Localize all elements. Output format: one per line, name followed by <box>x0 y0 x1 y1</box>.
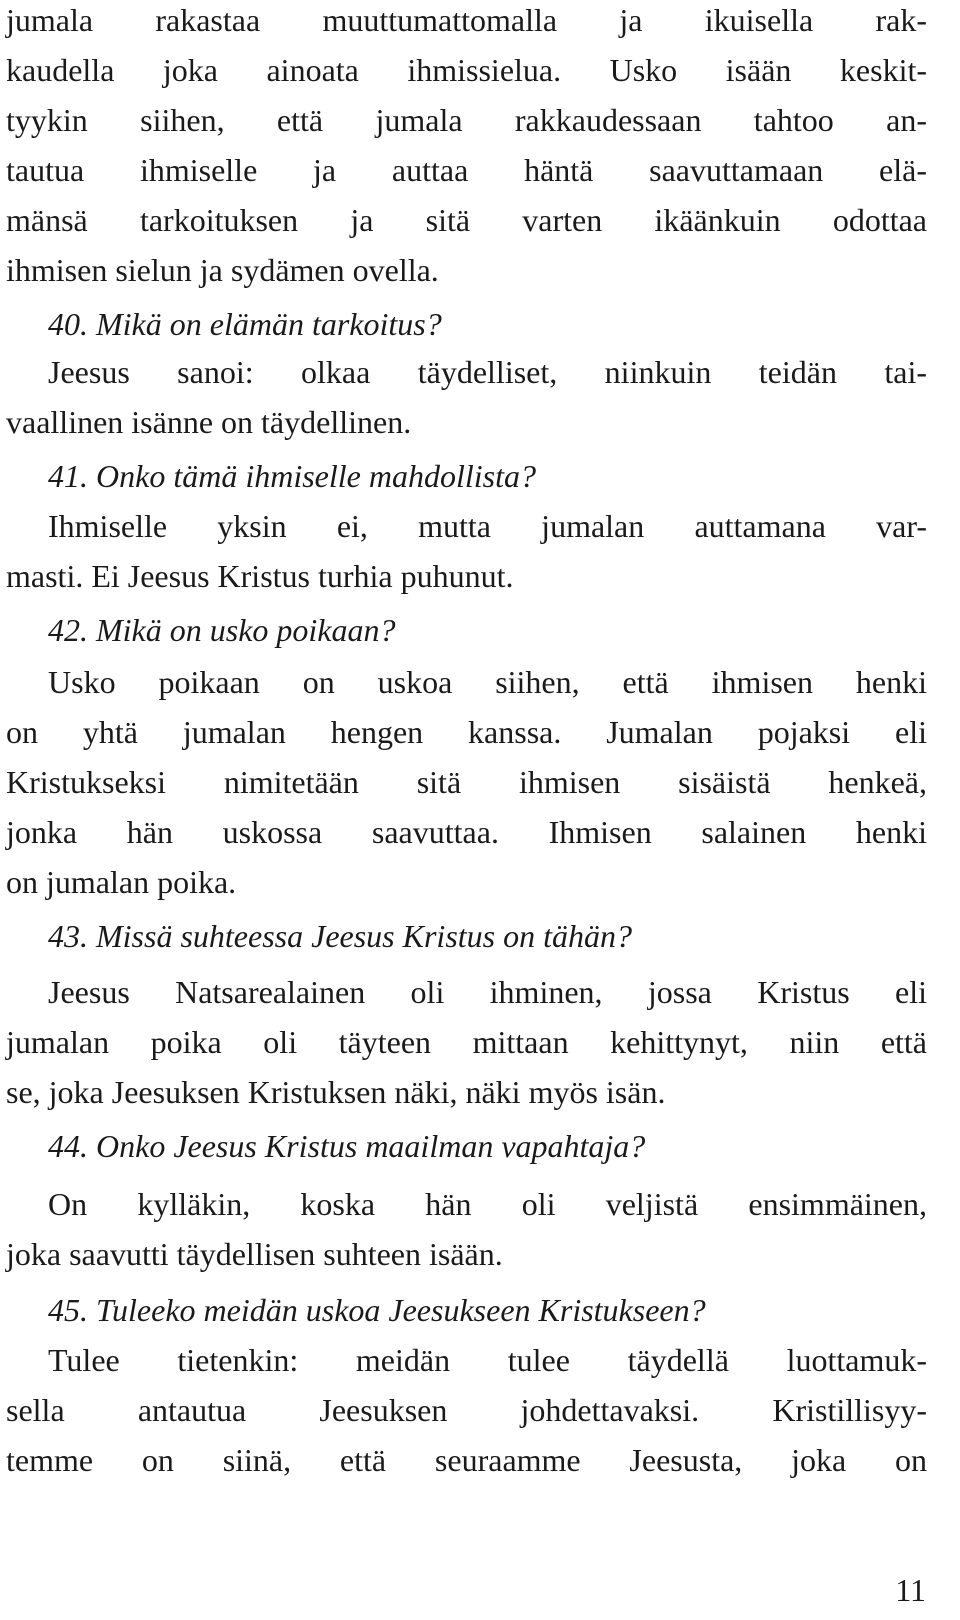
answer-line: jonka hän uskossa saavuttaa. Ihmisen salainen henki <box>6 814 927 850</box>
answer-line: Jeesus Natsarealainen oli ihminen, jossa Kristus eli <box>48 974 927 1010</box>
answer-line: masti. Ei Jeesus Kristus turhia puhunut. <box>6 558 514 594</box>
body-line: tyykin siihen, että jumala rakkaudessaan tahtoo an- <box>6 102 927 138</box>
body-line: tautua ihmiselle ja auttaa häntä saavuttamaan elä- <box>6 152 927 188</box>
body-line: ihmisen sielun ja sydämen ovella. <box>6 252 439 288</box>
answer-line: Ihmiselle yksin ei, mutta jumalan auttamana var- <box>48 508 927 544</box>
answer-line: Kristukseksi nimitetään sitä ihmisen sisäistä henkeä, <box>6 764 927 800</box>
answer-line: jumalan poika oli täyteen mittaan kehittynyt, niin että <box>6 1024 927 1060</box>
question-heading-40: 40. Mikä on elämän tarkoitus? <box>48 306 442 342</box>
body-line: jumala rakastaa muuttumattomalla ja ikuisella rak- <box>6 2 927 38</box>
answer-line: on jumalan poika. <box>6 864 237 900</box>
body-line: kaudella joka ainoata ihmissielua. Usko isään keskit- <box>6 52 927 88</box>
answer-line: temme on siinä, että seuraamme Jeesusta, joka on <box>6 1442 927 1478</box>
page-number: 11 <box>895 1572 926 1608</box>
answer-line: se, joka Jeesuksen Kristuksen näki, näki myös isän. <box>6 1074 666 1110</box>
question-heading-42: 42. Mikä on usko poikaan? <box>48 612 396 648</box>
body-line: mänsä tarkoituksen ja sitä varten ikäänkuin odottaa <box>6 202 927 238</box>
answer-line: Usko poikaan on uskoa siihen, että ihmisen henki <box>48 664 927 700</box>
answer-line: Jeesus sanoi: olkaa täydelliset, niinkuin teidän tai- <box>48 354 927 390</box>
answer-line: vaallinen isänne on täydellinen. <box>6 404 412 440</box>
question-heading-43: 43. Missä suhteessa Jeesus Kristus on tähän? <box>48 918 632 954</box>
answer-line: joka saavutti täydellisen suhteen isään. <box>6 1236 503 1272</box>
question-heading-44: 44. Onko Jeesus Kristus maailman vapahtaja? <box>48 1128 646 1164</box>
answer-line: On kylläkin, koska hän oli veljistä ensimmäinen, <box>48 1186 927 1222</box>
question-heading-45: 45. Tuleeko meidän uskoa Jeesukseen Kristukseen? <box>48 1292 706 1328</box>
answer-line: sella antautua Jeesuksen johdettavaksi. Kristillisyy- <box>6 1392 927 1428</box>
question-heading-41: 41. Onko tämä ihmiselle mahdollista? <box>48 458 536 494</box>
answer-line: on yhtä jumalan hengen kanssa. Jumalan pojaksi eli <box>6 714 927 750</box>
answer-line: Tulee tietenkin: meidän tulee täydellä luottamuk- <box>48 1342 927 1378</box>
